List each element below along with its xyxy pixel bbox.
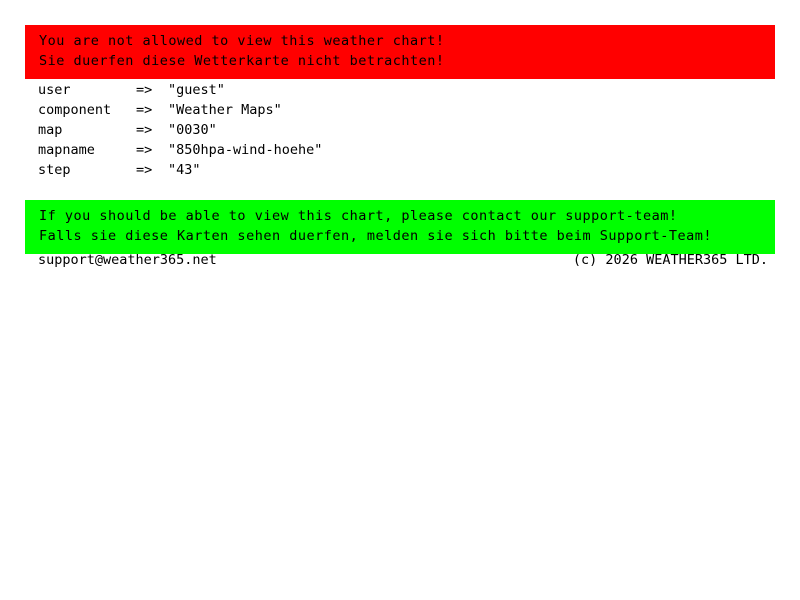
- parameter-arrow: =>: [136, 142, 153, 158]
- parameter-row: [38, 100, 768, 120]
- error-message-de: Sie duerfen diese Wetterkarte nicht betrachten!: [39, 53, 445, 69]
- support-message-de: Falls sie diese Karten sehen duerfen, melden sie sich bitte beim Support-Team!: [39, 228, 712, 244]
- parameter-arrow: =>: [136, 82, 153, 98]
- parameter-arrow: =>: [136, 162, 153, 178]
- parameter-value: "guest": [168, 82, 225, 98]
- parameter-row: [38, 120, 768, 140]
- parameter-value: "0030": [168, 122, 217, 138]
- error-banner: [25, 25, 775, 79]
- parameter-row: [38, 80, 768, 100]
- parameter-value: "850hpa-wind-hoehe": [168, 142, 323, 158]
- parameter-row: [38, 160, 768, 180]
- parameter-value: "Weather Maps": [168, 102, 282, 118]
- parameter-key: mapname: [38, 142, 95, 158]
- parameter-key: user: [38, 82, 71, 98]
- footer: [38, 250, 768, 270]
- parameter-key: component: [38, 102, 112, 118]
- parameter-list: [38, 80, 768, 180]
- parameter-arrow: =>: [136, 102, 153, 118]
- error-message-en: You are not allowed to view this weather chart!: [39, 33, 445, 49]
- parameter-key: step: [38, 162, 71, 178]
- parameter-key: map: [38, 122, 63, 138]
- support-email-link[interactable]: support@weather365.net: [38, 252, 217, 268]
- support-message-en: If you should be able to view this chart, please contact our support-team!: [39, 208, 678, 224]
- parameter-value: "43": [168, 162, 201, 178]
- support-banner: [25, 200, 775, 254]
- parameter-arrow: =>: [136, 122, 153, 138]
- parameter-row: [38, 140, 768, 160]
- copyright-text: (c) 2026 WEATHER365 LTD.: [572, 252, 768, 268]
